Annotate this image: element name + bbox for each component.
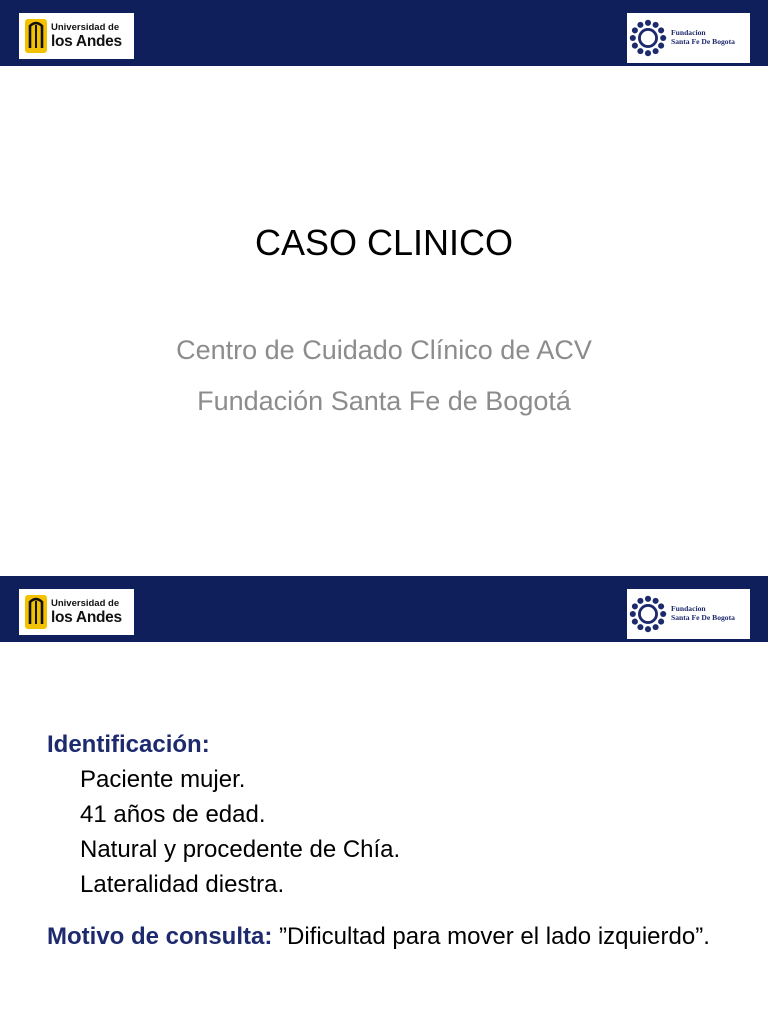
case-content (47, 727, 747, 952)
uniandes-logo-line2: los Andes (51, 33, 122, 50)
uniandes-shield-icon (25, 19, 47, 53)
uniandes-logo-line1: Universidad de (51, 597, 120, 609)
subtitle-line-2: Fundación Santa Fe de Bogotá (197, 386, 571, 416)
fsfb-logo (627, 13, 750, 63)
fsfb-logo-line2: Santa Fe De Bogota (671, 37, 735, 46)
uniandes-shield-icon (25, 595, 47, 629)
identificacion-item: Lateralidad diestra. (80, 871, 285, 898)
motivo-consulta-text: ”Dificultad para mover el lado izquierdo”. (279, 923, 710, 950)
slide-title-text: CASO CLINICO (254, 222, 514, 263)
header-bar (0, 0, 768, 66)
fsfb-logo-line2: Santa Fe De Bogota (671, 613, 735, 622)
header-bar (0, 576, 768, 642)
uniandes-logo-line1: Universidad de (51, 21, 120, 33)
fsfb-logo-line1: Fundacion (671, 604, 706, 614)
motivo-consulta-label: Motivo de consulta: (47, 923, 280, 950)
uniandes-logo-line2: los Andes (51, 609, 122, 626)
uniandes-logo (19, 589, 134, 635)
fsfb-logo (627, 589, 750, 639)
slide-case-details (0, 576, 768, 1024)
motivo-consulta (47, 922, 747, 952)
fsfb-emblem-icon (629, 595, 667, 633)
fsfb-logo-line1: Fundacion (671, 28, 706, 38)
uniandes-logo (19, 13, 134, 59)
identificacion-item: Natural y procedente de Chía. (80, 836, 401, 863)
fsfb-emblem-icon (629, 19, 667, 57)
identificacion-item: Paciente mujer. (80, 766, 246, 793)
identificacion-item: 41 años de edad. (80, 801, 266, 828)
identificacion-heading: Identificación: (47, 731, 210, 758)
subtitle-line-1: Centro de Cuidado Clínico de ACV (176, 335, 592, 365)
